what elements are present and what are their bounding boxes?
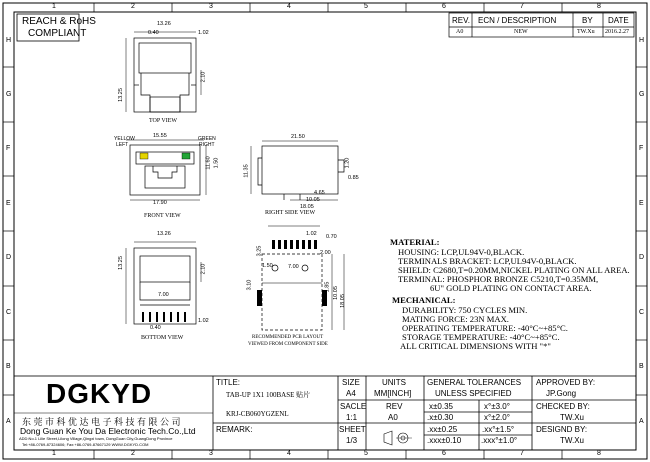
dim-pcb-d2: 2.00 (320, 250, 331, 256)
scale-label: SACLE (340, 402, 367, 411)
tolerance-heading-1: GENERAL TOLERANCES (427, 378, 522, 387)
company-contact: Tel:+86-0769-87324606; Fax:+86-0769-87667129 WWW.DGKYD.COM (22, 442, 149, 447)
zone-right-c: C (639, 309, 645, 316)
mechanical-heading: MECHANICAL: (392, 295, 456, 305)
tolerance-dim-1: x±0.35 (429, 402, 453, 411)
rev-row-rev: A0 (456, 29, 464, 35)
bottom-view-drawing (126, 242, 201, 324)
zone-bottom-3: 3 (209, 450, 213, 457)
zone-left-a: A (6, 418, 11, 425)
zone-bottom-2: 2 (131, 450, 135, 457)
dim-front-width: 15.55 (153, 133, 167, 139)
yellow-led-label: YELLOW (114, 136, 135, 142)
dim-bottom-height: 13.25 (117, 256, 124, 270)
mechanical-line-5: ALL CRITICAL DIMENSIONS WITH "*" (400, 341, 551, 351)
material-line-1: HOUSING: LCP,UL94V-0,BLACK. (398, 247, 525, 257)
yellow-led (140, 153, 148, 159)
rev-header-by: BY (582, 16, 593, 25)
approved-label: APPROVED BY: (536, 378, 596, 387)
dim-side-h: 11.35 (243, 164, 250, 178)
bottom-view-pins (142, 312, 186, 322)
right-side-view-drawing (251, 141, 344, 200)
dim-pcb-l1: 3.10 (246, 279, 253, 291)
dim-bottom-d2: 1.02 (198, 318, 209, 324)
company-logo: DGKYD (46, 378, 153, 409)
tolerance-ang-1: x°±3.0° (484, 402, 510, 411)
material-line-5: 6U" GOLD PLATING ON CONTACT AREA. (430, 283, 592, 293)
dim-pcb-pitch: 1.02 (306, 231, 317, 237)
right-led-label: RIGHT (199, 142, 215, 148)
green-led-label: GREEN (198, 136, 216, 142)
size-value: A4 (346, 389, 356, 398)
top-view-label: TOP VIEW (149, 118, 178, 124)
rev-header-date: DATE (608, 16, 629, 25)
tolerance-dim-4: .xxx±0.10 (427, 436, 462, 445)
rev-label: REV (386, 402, 403, 411)
rev-row-date: 2016.2.27 (605, 29, 629, 35)
dim-side-b1: 4.65 (314, 190, 325, 196)
mechanical-line-2: MATING FORCE: 23N MAX. (402, 314, 509, 324)
rev-header-ecn: ECN / DESCRIPTION (478, 16, 557, 25)
zone-right-b: B (639, 363, 644, 370)
zone-top-8: 8 (597, 3, 601, 10)
title-value: TAB-UP 1X1 100BASE 贴片 (226, 391, 311, 399)
zone-left-d: D (6, 254, 12, 261)
zone-left-h: H (6, 37, 12, 44)
checked-value: TW.Xu (560, 413, 585, 422)
tolerance-ang-3: .xx°±1.5° (482, 425, 515, 434)
dim-side-r2: 0.85 (348, 175, 359, 181)
zone-top-1: 1 (52, 3, 56, 10)
material-line-2: TERMINALS BRACKET: LCP,UL94V-0,BLACK. (398, 256, 577, 266)
dim-front-bottom: 17.90 (153, 200, 167, 206)
part-number: KRJ-CB060YGZENL (226, 410, 289, 418)
zone-top-5: 5 (364, 3, 368, 10)
sheet-value: 1/3 (346, 436, 358, 445)
company-address: ADD:No.1 Lilie Street,Lilong Village,Qingxi town, DongGuan City,GuangDong Province (19, 436, 173, 441)
dim-bottom-side: 2.10 (200, 263, 207, 275)
zone-bottom-1: 1 (52, 450, 56, 457)
zone-right-e: E (639, 200, 644, 207)
company-name-cn: 东 莞 市 科 优 达 电 子 科 技 有 限 公 司 (22, 417, 181, 427)
tolerance-heading-2: UNLESS SPECIFIED (435, 389, 512, 398)
top-view-drawing (126, 32, 201, 112)
zone-right-f: F (639, 145, 644, 152)
tolerance-dim-3: .xx±0.25 (427, 425, 458, 434)
zone-left-e: E (6, 200, 11, 207)
designed-value: TW.Xu (560, 436, 585, 445)
zone-bottom-8: 8 (597, 450, 601, 457)
zone-top-2: 2 (131, 3, 135, 10)
compliance-line-2: COMPLIANT (28, 28, 87, 39)
zone-top-3: 3 (209, 3, 213, 10)
rev-row-by: TW.Xu (577, 29, 595, 35)
green-led (182, 153, 190, 159)
zone-left-f: F (6, 145, 11, 152)
zone-bottom-7: 7 (520, 450, 524, 457)
pcb-layout-label-2: VIEWED FROM COMPONENT SIDE (248, 342, 328, 347)
rev-value: A0 (388, 413, 398, 422)
scale-value: 1:1 (346, 413, 358, 422)
front-view-drawing (126, 140, 206, 200)
sheet-label: SHEET (339, 425, 366, 434)
units-label: UNITS (382, 378, 406, 387)
checked-label: CHECKED BY: (536, 402, 590, 411)
dim-pcb-hole-b: 3.25 (256, 245, 263, 257)
designed-label: DESIGND BY: (536, 425, 588, 434)
zone-top-7: 7 (520, 3, 524, 10)
zone-left-g: G (6, 91, 12, 98)
dim-side-top: 21.50 (291, 134, 305, 140)
zone-top-6: 6 (442, 3, 446, 10)
dim-pcb-e: 7.00 (288, 264, 299, 270)
tolerance-ang-4: .xxx°±1.0° (481, 436, 518, 445)
dim-side-r1: 1.20 (344, 157, 351, 169)
left-led-label: LEFT (116, 142, 129, 148)
dim-bottom-pitch: 7.00 (158, 292, 169, 298)
remark-label: REMARK: (216, 425, 253, 434)
zone-right-g: G (639, 91, 645, 98)
dim-pcb-v3: 18.05 (339, 294, 346, 308)
bottom-view-label: BOTTOM VIEW (141, 335, 184, 341)
zone-top-4: 4 (287, 3, 291, 10)
zone-right-d: D (639, 254, 645, 261)
pcb-layout-label-1: RECOMMENDED PCB LAYOUT (252, 335, 324, 340)
mechanical-line-4: STORAGE TEMPERATURE: -40°C~+85°C. (402, 332, 560, 342)
title-label: TITLE: (216, 378, 241, 387)
dim-pcb-d1: 0.70 (326, 234, 337, 240)
zone-right-h: H (639, 37, 645, 44)
pcb-pads (257, 240, 327, 306)
rev-header-rev: REV. (452, 16, 470, 25)
dim-pcb-hole-a: 1.50 (262, 263, 273, 269)
tolerance-dim-2: .x±0.30 (427, 413, 454, 422)
dim-top-d1: 0.40 (148, 30, 159, 36)
front-view-label: FRONT VIEW (144, 213, 181, 219)
mechanical-line-1: DURABILITY: 750 CYCLES MIN. (402, 305, 528, 315)
projection-symbol (384, 431, 412, 445)
right-side-view-label: RIGHT SIDE VIEW (265, 210, 316, 216)
dim-top-height: 13.25 (117, 88, 124, 102)
dim-pcb-v1: 1.85 (324, 281, 331, 293)
dim-front-h1: 11.60 (205, 156, 212, 170)
company-name-en: Dong Guan Ke You Da Electronic Tech.Co.,Ltd (20, 426, 196, 436)
size-label: SIZE (342, 378, 360, 387)
zone-bottom-5: 5 (364, 450, 368, 457)
zone-bottom-6: 6 (442, 450, 446, 457)
dim-side-b2: 10.05 (306, 197, 320, 203)
mechanical-line-3: OPERATING TEMPERATURE: -40°C~+85°C. (402, 323, 568, 333)
dim-top-d2: 1.02 (198, 30, 209, 36)
dim-front-h2: 1.50 (213, 157, 220, 169)
zone-left-c: C (6, 309, 12, 316)
rev-row-ecn: NEW (514, 29, 528, 35)
approved-value: JP.Gong (546, 389, 577, 398)
compliance-line-1: REACH & RoHS (22, 16, 96, 27)
material-line-4: TERMINAL: PHOSPHOR BRONZE C5210,T=0.35MM, (398, 274, 599, 284)
zone-right-a: A (639, 418, 644, 425)
zone-left-b: B (6, 363, 11, 370)
dim-side-b3: 18.05 (300, 204, 314, 210)
dim-bottom-d1: 0.40 (150, 325, 161, 331)
material-heading: MATERIAL: (390, 237, 440, 247)
tolerance-ang-2: x°±2.0° (484, 413, 510, 422)
dim-top-width: 13.26 (157, 21, 171, 27)
dim-pcb-v2: 10.05 (332, 286, 339, 300)
dim-top-side: 2.10 (200, 71, 207, 83)
material-line-3: SHIELD: C2680,T=0.20MM,NICKEL PLATING ON ALL AREA. (398, 265, 630, 275)
zone-bottom-4: 4 (287, 450, 291, 457)
dim-bottom-width: 13.26 (157, 231, 171, 237)
units-value: MM[INCH] (374, 389, 412, 398)
